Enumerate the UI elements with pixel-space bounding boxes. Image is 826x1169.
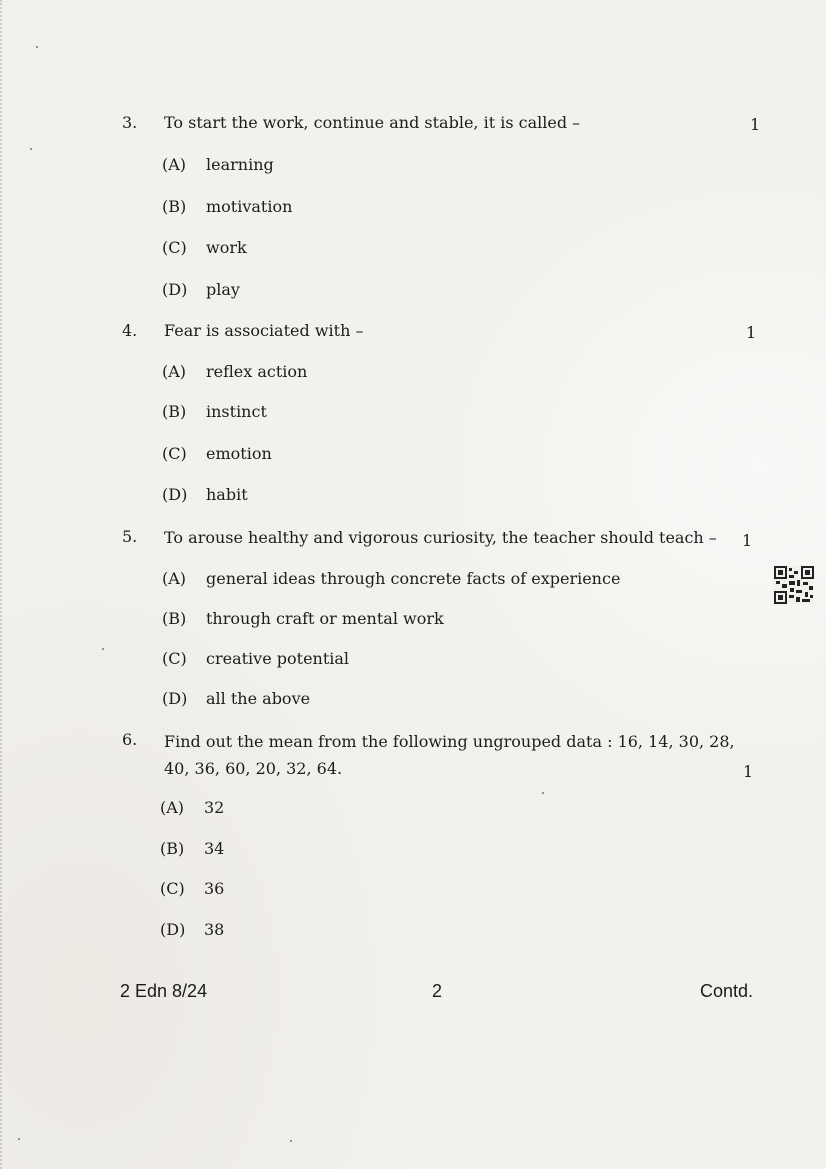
option-text: 38 (204, 920, 225, 939)
option-text: instinct (206, 402, 267, 421)
question-number: 4. (122, 321, 138, 340)
option-c (162, 649, 349, 668)
question-text: To start the work, continue and stable, it is called – (164, 113, 581, 132)
option-text: 34 (204, 839, 225, 858)
option-text: 32 (204, 798, 225, 817)
option-text: general ideas through concrete facts of experience (206, 569, 621, 588)
option-c (160, 879, 224, 898)
option-text: motivation (206, 197, 293, 216)
question-text: Fear is associated with – (164, 321, 364, 340)
question-marks: 1 (750, 115, 761, 134)
option-c (162, 238, 247, 257)
scan-speck (290, 1140, 292, 1142)
option-letter: (D) (160, 920, 186, 939)
option-letter: (A) (160, 798, 185, 817)
option-b (162, 609, 444, 628)
option-letter: (C) (162, 238, 187, 257)
option-text: learning (206, 155, 274, 174)
option-text: work (206, 238, 247, 257)
option-a (160, 798, 224, 817)
option-text: reflex action (206, 362, 308, 381)
option-d (162, 485, 248, 504)
option-text: through craft or mental work (206, 609, 444, 628)
qr-code-icon (774, 566, 814, 604)
option-a (162, 362, 307, 381)
scan-speck (30, 148, 32, 150)
option-c (162, 444, 272, 463)
question-marks: 1 (746, 323, 757, 342)
option-letter: (B) (162, 197, 187, 216)
question-number: 5. (122, 527, 138, 546)
scan-speck (18, 1138, 20, 1140)
option-letter: (A) (162, 155, 187, 174)
option-letter: (B) (160, 839, 185, 858)
option-text: play (206, 280, 240, 299)
option-d (162, 280, 240, 299)
option-a (162, 155, 274, 174)
option-letter: (B) (162, 609, 187, 628)
option-letter: (C) (162, 444, 187, 463)
paper-code: 2 Edn 8/24 (120, 981, 208, 1001)
question-number: 6. (122, 730, 138, 749)
question-marks: 1 (742, 531, 753, 550)
option-letter: (D) (162, 689, 188, 708)
option-letter: (D) (162, 280, 188, 299)
question-marks: 1 (743, 762, 754, 781)
option-text: habit (206, 485, 248, 504)
option-letter: (A) (162, 362, 187, 381)
scan-edge (0, 0, 8, 1169)
option-b (162, 197, 292, 216)
option-letter: (C) (160, 879, 185, 898)
scan-speck (102, 648, 104, 650)
option-text: 36 (204, 879, 225, 898)
option-d (160, 920, 224, 939)
option-text: all the above (206, 689, 311, 708)
option-a (162, 569, 620, 588)
option-letter: (A) (162, 569, 187, 588)
option-b (162, 402, 267, 421)
question-text: To arouse healthy and vigorous curiosity, the teacher should teach – (164, 528, 717, 547)
scan-speck (542, 792, 544, 794)
option-b (160, 839, 224, 858)
option-text: emotion (206, 444, 272, 463)
option-text: creative potential (206, 649, 350, 668)
page-number: 2 (432, 981, 443, 1001)
question-text: Find out the mean from the following ungrouped data : 16, 14, 30, 28, 40, 36, 60, 20, 32, 64. (164, 732, 735, 778)
option-letter: (B) (162, 402, 187, 421)
option-d (162, 689, 310, 708)
option-letter: (D) (162, 485, 188, 504)
question-number: 3. (122, 113, 138, 132)
option-letter: (C) (162, 649, 187, 668)
scan-speck (36, 46, 38, 48)
continued-label: Contd. (700, 981, 754, 1001)
